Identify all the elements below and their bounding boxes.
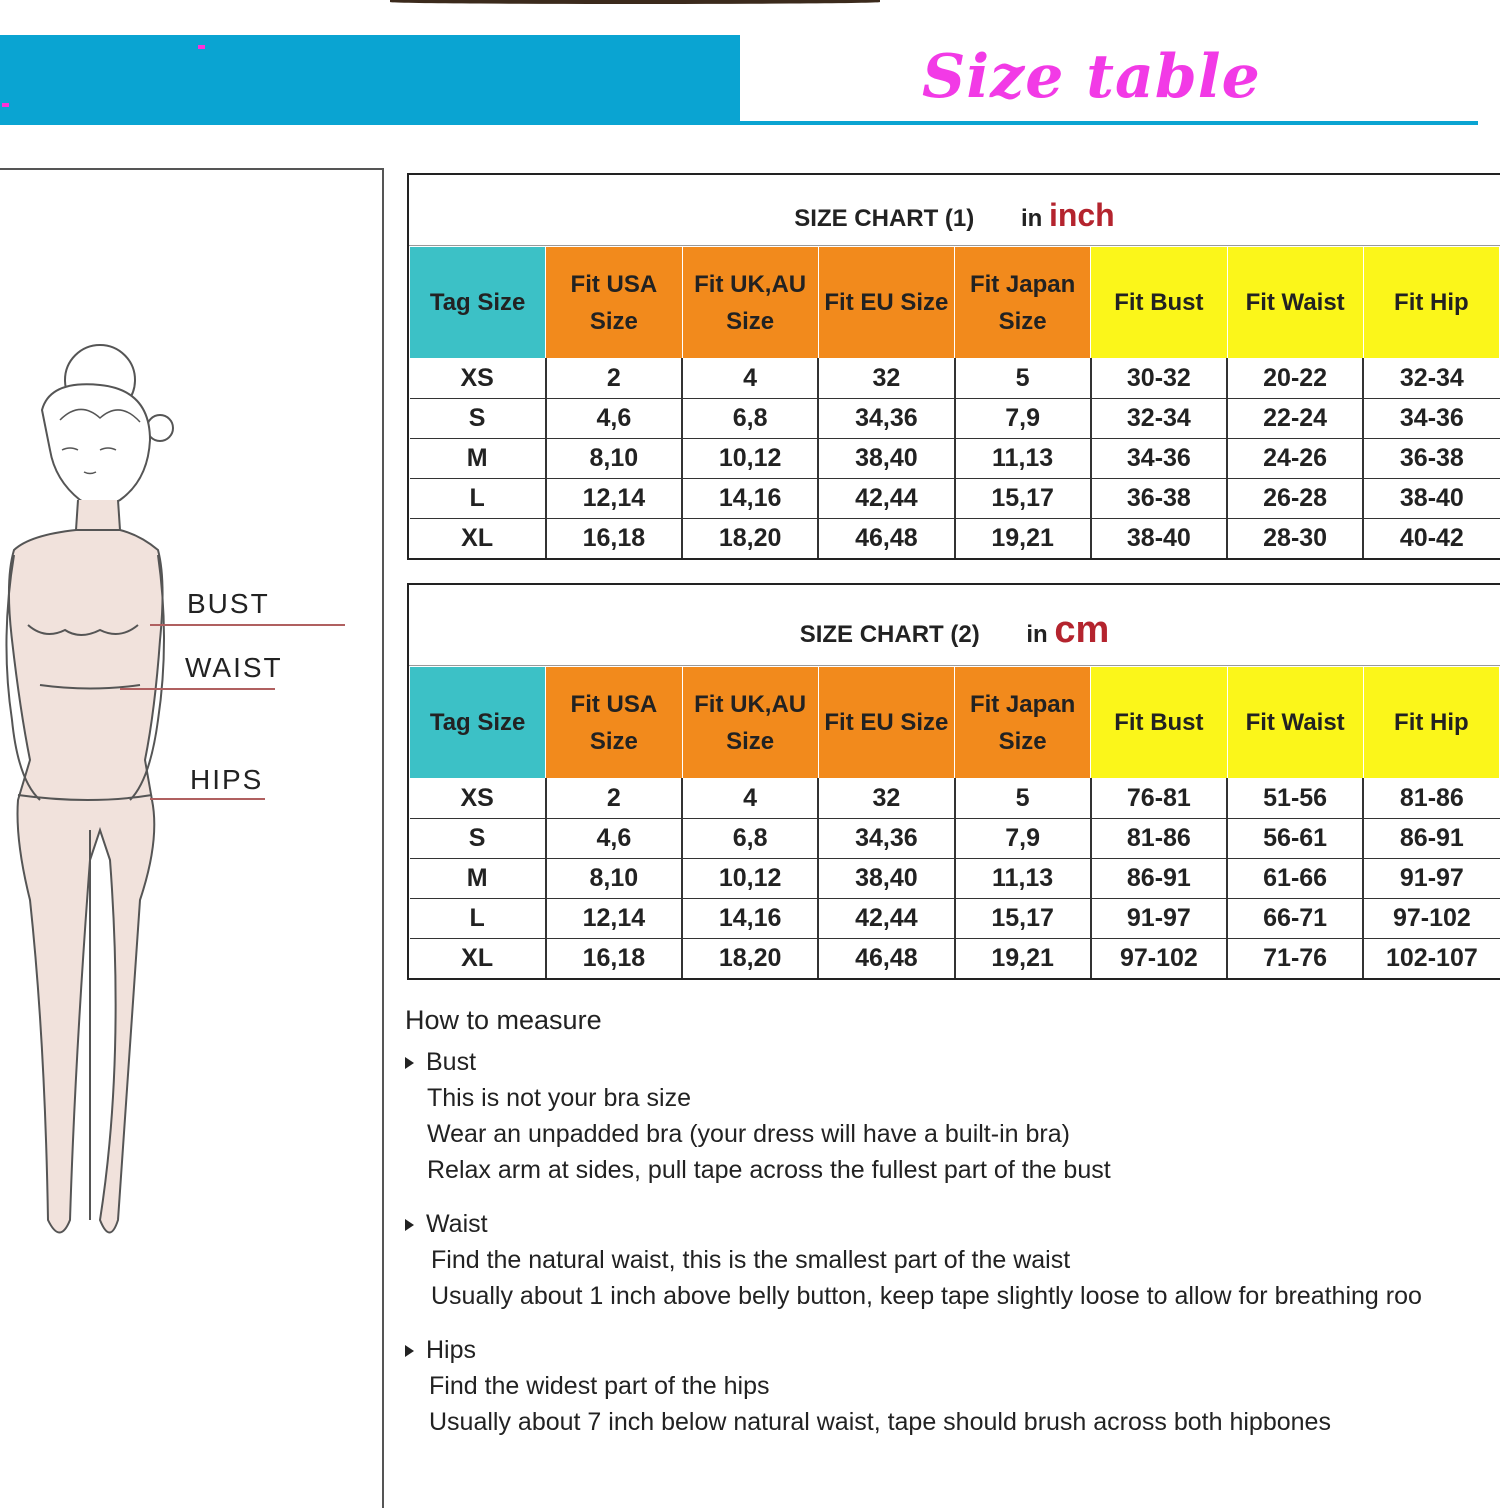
banner-dot [198,45,205,49]
table-cell: 66-71 [1227,899,1363,939]
table-cell: 2 [546,359,682,399]
table-cell: 4 [682,359,818,399]
table-cell: 19,21 [955,519,1091,559]
column-header: Tag Size [410,667,546,779]
how-to-measure-heading: How to measure [405,1005,602,1035]
column-header: Fit UK,AU Size [682,667,818,779]
unit-label: cm [1054,609,1110,651]
table-cell: 81-86 [1091,819,1227,859]
column-header: Fit USA Size [546,667,682,779]
section-name: Waist [426,1210,488,1238]
table-cell: 91-97 [1363,859,1499,899]
table-cell: 14,16 [682,899,818,939]
table-cell: 32 [818,359,954,399]
column-header: Fit UK,AU Size [682,247,818,359]
table-row [410,939,1500,979]
table-cell: L [410,899,546,939]
table-row [410,779,1500,819]
table-cell: 34,36 [818,399,954,439]
table-cell: L [410,479,546,519]
column-header: Fit Waist [1227,667,1363,779]
table-cell: 4 [682,779,818,819]
column-header: Fit Bust [1091,667,1227,779]
table-cell: 5 [955,779,1091,819]
waist-pointer-line [120,688,275,690]
table-cell: 91-97 [1091,899,1227,939]
table-cell: 34,36 [818,819,954,859]
triangle-bullet-icon [405,1345,414,1357]
size-chart-cm [407,583,1500,980]
figure-label-hips: HIPS [190,764,264,795]
column-header: Fit Hip [1363,667,1499,779]
header-underline [0,121,1478,125]
triangle-bullet-icon [405,1219,414,1231]
table-cell: 28-30 [1227,519,1363,559]
table-cell: 22-24 [1227,399,1363,439]
table-cell: 20-22 [1227,359,1363,399]
table-cell: 40-42 [1399,524,1464,552]
table-cell: 8,10 [546,439,682,479]
section-name: Bust [426,1048,477,1076]
table-cell: 8,10 [546,859,682,899]
table-cell: 15,17 [955,479,1091,519]
table-cell: 12,14 [546,479,682,519]
table-cell: 4,6 [546,399,682,439]
table-cell: 18,20 [682,519,818,559]
table-cell: XS [410,359,546,399]
size-table-inch [409,246,1500,558]
table-cell: 38-40 [1091,519,1227,559]
body-figure-illustration [0,340,200,1260]
figure-label-waist: WAIST [185,652,283,683]
table-cell: 32-34 [1363,359,1499,399]
table-cell: 38-40 [1363,479,1499,519]
table-cell: 24-26 [1227,439,1363,479]
table-cell: 15,17 [955,899,1091,939]
table-cell: XL [410,939,546,979]
how-to-measure [405,1005,1500,1440]
table-cell: 86-91 [1091,859,1227,899]
table-row [410,359,1500,399]
chart-header [409,175,1500,246]
column-header: Fit Waist [1227,247,1363,359]
table-row [410,399,1500,439]
column-header: Fit EU Size [818,247,954,359]
table-cell: 32 [818,779,954,819]
table-cell: 38,40 [818,859,954,899]
column-header: Fit USA Size [546,247,682,359]
column-header: Fit Japan Size [955,667,1091,779]
hips-pointer-line [150,798,265,800]
table-cell: 51-56 [1227,779,1363,819]
table-cell: 97-102 [1363,899,1499,939]
table-cell: 2 [546,779,682,819]
table-cell: 5 [955,359,1091,399]
table-cell: 56-61 [1227,819,1363,859]
table-cell: 61-66 [1227,859,1363,899]
table-cell: 81-86 [1363,779,1499,819]
instruction-line: Find the natural waist, this is the smallest part of the waist [431,1246,1071,1274]
table-cell: 97-102 [1091,939,1227,979]
table-cell: 19,21 [955,939,1091,979]
table-cell: M [410,439,546,479]
table-cell: 36-38 [1363,439,1499,479]
column-header: Fit Bust [1091,247,1227,359]
bust-pointer-line [150,624,345,626]
unit-label: inch [1048,197,1115,233]
page-title: Size table [922,42,1261,112]
table-cell: 10,12 [682,859,818,899]
table-cell: XL [410,519,546,559]
unit-prefix: in [1026,621,1048,648]
triangle-bullet-icon [405,1057,414,1069]
instruction-line: Relax arm at sides, pull tape across the fullest part of the bust [427,1156,1111,1184]
column-header: Tag Size [410,247,546,359]
table-cell: 46,48 [818,519,954,559]
table-cell: 14,16 [682,479,818,519]
table-cell: 7,9 [955,819,1091,859]
column-header: Fit Japan Size [955,247,1091,359]
column-header: Fit EU Size [818,667,954,779]
table-cell: 38,40 [818,439,954,479]
instruction-line: Find the widest part of the hips [429,1372,770,1400]
table-row [410,439,1500,479]
table-cell: 26-28 [1227,479,1363,519]
table-cell: 30-32 [1091,359,1227,399]
table-row [410,519,1500,559]
instruction-line: Wear an unpadded bra (your dress will have a built-in bra) [427,1120,1070,1148]
banner-dot [2,103,9,107]
table-cell: S [410,399,546,439]
header-banner [0,35,740,123]
table-cell: 34-36 [1363,399,1499,439]
table-cell: 16,18 [546,939,682,979]
table-cell: 10,12 [682,439,818,479]
top-decoration [390,0,880,4]
size-chart-inch [407,173,1500,560]
chart-title: SIZE CHART (2) [799,621,980,648]
table-cell: XS [410,779,546,819]
chart-title: SIZE CHART (1) [794,205,975,232]
instruction-line: This is not your bra size [427,1084,691,1112]
table-cell: 12,14 [546,899,682,939]
section-name: Hips [426,1336,477,1364]
table-cell: S [410,819,546,859]
waist-instructions [405,1206,1500,1314]
table-cell: 7,9 [955,399,1091,439]
table-cell: 76-81 [1091,779,1227,819]
hips-instructions [405,1332,1500,1440]
table-cell: 42,44 [818,899,954,939]
table-cell: 32-34 [1091,399,1227,439]
table-row [410,479,1500,519]
table-cell: 34-36 [1091,439,1227,479]
table-cell: 6,8 [682,819,818,859]
table-row [410,859,1500,899]
table-cell: 102-107 [1386,944,1478,972]
table-cell: 11,13 [955,439,1091,479]
unit-prefix: in [1020,205,1043,232]
table-cell: 36-38 [1091,479,1227,519]
table-cell: 18,20 [682,939,818,979]
table-cell: 11,13 [955,859,1091,899]
figure-label-bust: BUST [187,588,270,619]
bust-instructions [405,1044,1500,1188]
chart-header [409,585,1500,666]
table-cell: 42,44 [818,479,954,519]
column-header: Fit Hip [1363,247,1499,359]
table-cell: 4,6 [546,819,682,859]
size-table-cm [409,666,1500,978]
instruction-line: Usually about 7 inch below natural waist, tape should brush across both hipbones [429,1408,1331,1436]
table-cell: 6,8 [682,399,818,439]
table-cell: 16,18 [546,519,682,559]
table-row [410,819,1500,859]
table-row [410,899,1500,939]
table-cell: 46,48 [818,939,954,979]
table-cell: M [410,859,546,899]
instruction-line: Usually about 1 inch above belly button, keep tape slightly loose to allow for breathing roo [431,1282,1422,1310]
table-cell: 86-91 [1363,819,1499,859]
table-cell: 71-76 [1227,939,1363,979]
